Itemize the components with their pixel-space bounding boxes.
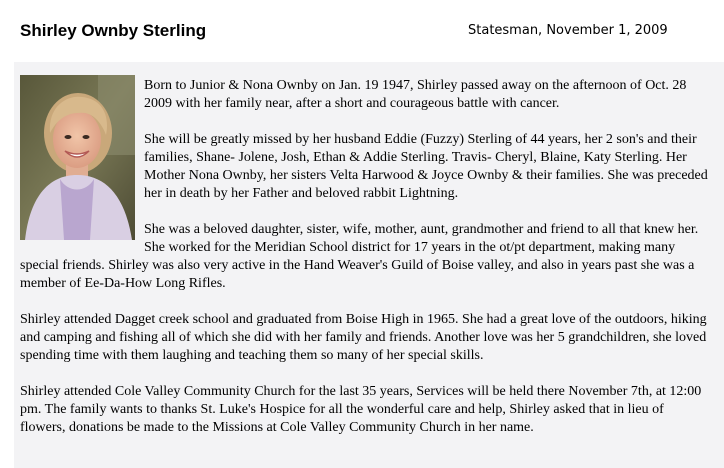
- obituary-header: [0, 0, 724, 58]
- obituary-name: Shirley Ownby Sterling: [20, 21, 207, 40]
- paragraph-family: She will be greatly missed by her husband Eddie (Fuzzy) Sterling of 44 years, her 2 son's and their families, Shane- Jolene, Josh, Ethan & Addie Sterling. Travis- Cheryl, Blaine, Katy Sterling. Her Mother Nona Ownby, her sisters Velta Harwood & Joyce Ownby & their families. She was preceded her in death by her Father and beloved rabbit Lightning.: [144, 132, 708, 201]
- photo-spacer: [20, 77, 144, 251]
- obituary-body: [20, 77, 710, 455]
- publication-source-date: Statesman, November 1, 2009: [468, 23, 668, 38]
- paragraph-services: Shirley attended Cole Valley Community Church for the last 35 years, Services will be held there November 7th, at 12:00 pm. The family wants to thanks St. Luke's Hospice for all the wonderful care and help, Shirley asked that in lieu of flowers, donations be made to the Missions at Cole Valley Community Church in her name.: [20, 384, 702, 435]
- paragraph-education: Shirley attended Dagget creek school and graduated from Boise High in 1965. She had a great love of the outdoors, hiking and camping and fishing all of which she did with her family and friends. Another love was her 5 grandchildren, she loved spending time with them laughing and teaching them so many of her special skills.: [20, 312, 707, 363]
- paragraph-birth: Born to Junior & Nona Ownby on Jan. 19 1947, Shirley passed away on the afternoon of Oct. 28 2009 with her family near, after a short and courageous battle with cancer.: [144, 78, 687, 111]
- paragraph-life: She was a beloved daughter, sister, wife, mother, aunt, grandmother and friend to all that knew her. She worked for the Meridian School district for 17 years in the ot/pt department, making many special friends. Shirley was also very active in the Hand Weaver's Guild of Boise valley, and also in years past she was a member of Ee-Da-How Long Rifles.: [20, 222, 699, 291]
